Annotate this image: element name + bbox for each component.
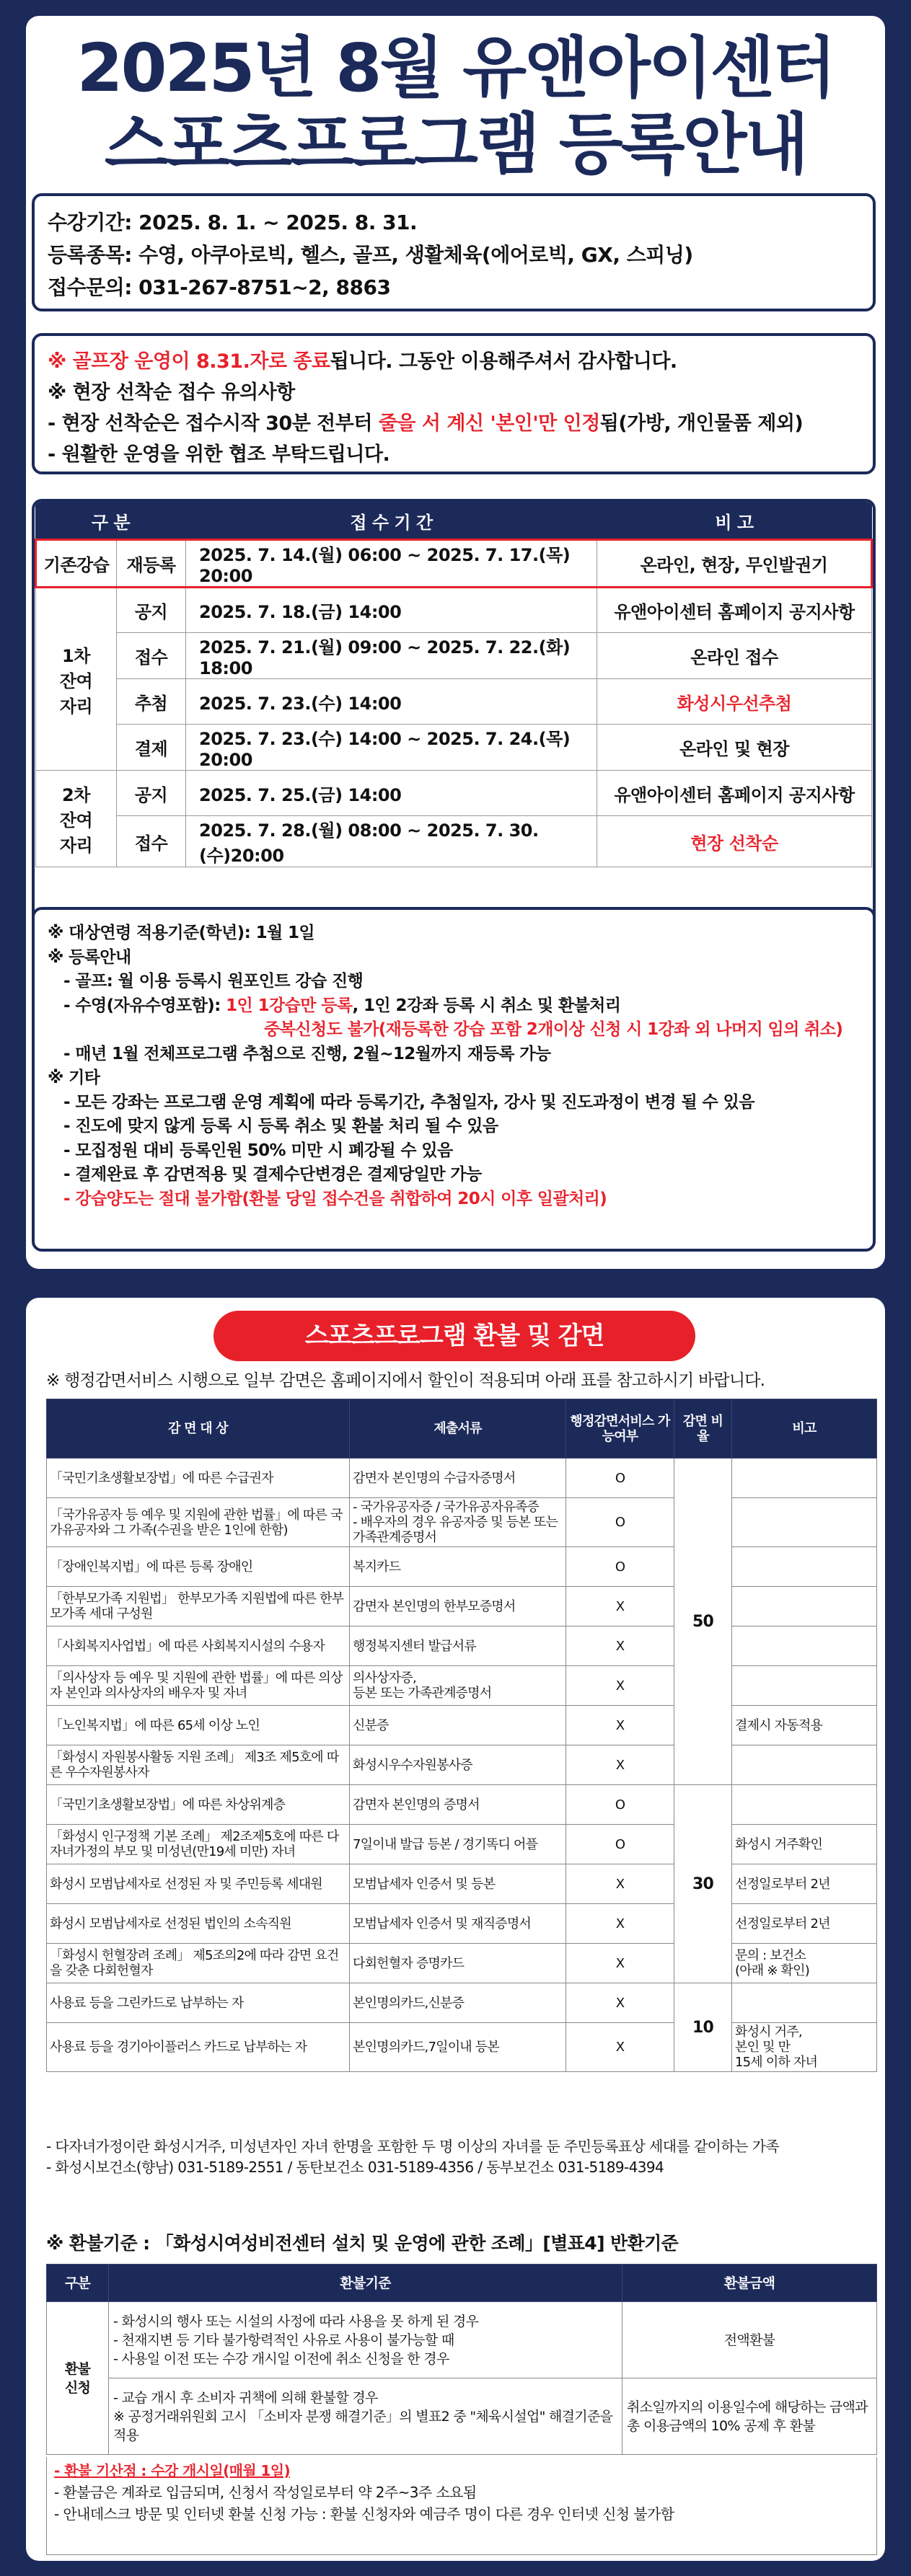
schedule-note: 유앤아이센터 홈페이지 공지사항 [597, 771, 872, 816]
table-row [47, 1498, 877, 1547]
refund-criteria-partial: - 교습 개시 후 소비자 귀책에 의해 환불할 경우 ※ 공정거래위원회 고시 「소비자 분쟁 해결기준」의 별표2 중 "체육시설업" 해결기준을 적용 [109, 2378, 622, 2455]
schedule-group-2nd [36, 771, 117, 867]
notice-box [32, 333, 876, 474]
discount-docs: 감면자 본인명의 수급자증명서 [350, 1459, 566, 1498]
discount-docs: 행정복지센터 발급서류 [350, 1626, 566, 1666]
refund-table [46, 2264, 877, 2455]
refund-criteria-full: - 화성시의 행사 또는 시설의 사정에 따라 사용을 못 하게 된 경우 - 천재지변 등 기타 불가항력적인 사유로 사용이 불가능할 때 - 사용일 이전 또는 수강 개시일 이전에 취소 신청을 한 경우 [109, 2302, 622, 2378]
table-row [47, 1706, 877, 1745]
title-line-1: 2025년 8월 유앤아이센터 [76, 30, 835, 107]
schedule-period: 2025. 7. 28.(월) 08:00 ~ 2025. 7. 30.(수)20:00 [186, 816, 597, 867]
discount-target: 「한부모가족 지원법」 한부모가족 지원법에 따른 한부모가족 세대 구성원 [47, 1587, 350, 1626]
discount-target: 화성시 모범납세자로 선정된 법인의 소속직원 [47, 1904, 350, 1944]
discount-table-box [46, 1399, 877, 2072]
rule-swim-post: , 1인 2강좌 등록 시 취소 및 환불처리 [352, 996, 621, 1015]
discount-admin: O [566, 1785, 674, 1825]
discount-note [732, 1745, 877, 1785]
notice-mark: ※ [48, 350, 73, 373]
discount-docs: 본인명의카드,7일이내 등본 [350, 2023, 566, 2072]
schedule-type: 결제 [117, 725, 186, 771]
rule-january: - 매년 1월 전체프로그램 추첨으로 진행, 2월~12월까지 재등록 가능 [63, 1044, 551, 1063]
discount-note: 선정일로부터 2년 [732, 1904, 877, 1944]
refund-section-title: 스포츠프로그램 환불 및 감면 [214, 1311, 695, 1361]
notice-cooperation: - 원활한 운영을 위한 협조 부탁드립니다. [48, 443, 390, 466]
discount-header-target: 감 면 대 상 [47, 1399, 350, 1459]
discount-note [732, 1626, 877, 1666]
schedule-group-1st [36, 588, 117, 771]
rule-duplicate: 중복신청도 불가(재등록한 강습 포함 2개이상 신청 시 1강좌 외 나머지 임의 취소) [264, 1020, 843, 1039]
table-row [47, 1666, 877, 1706]
schedule-type: 공지 [117, 771, 186, 816]
discount-admin: X [566, 1745, 674, 1785]
discount-target: 「노인복지법」에 따른 65세 이상 노인 [47, 1706, 350, 1745]
table-row [47, 1547, 877, 1587]
table-row [36, 633, 872, 679]
refund-footnotes [46, 2457, 877, 2555]
schedule-type: 재등록 [117, 540, 186, 588]
discount-note [732, 1459, 877, 1498]
rule-swim-pre: - 수영(자유수영포함): [63, 996, 226, 1015]
discount-admin: X [566, 2023, 674, 2072]
refund-table-box [46, 2264, 877, 2455]
schedule-period: 2025. 7. 18.(금) 14:00 [186, 588, 597, 633]
notice-golf [48, 346, 860, 377]
notice-queue [48, 408, 860, 439]
discount-docs: 7일이내 발급 등본 / 경기똑디 어플 [350, 1825, 566, 1864]
discount-docs: 모범납세자 인증서 및 등본 [350, 1864, 566, 1904]
table-row [47, 1983, 877, 2023]
discount-target: 「국민기초생활보장법」에 따른 차상위계층 [47, 1785, 350, 1825]
rule-payment: - 결제완료 후 감면적용 및 결제수단변경은 결제당일만 가능 [63, 1165, 482, 1184]
schedule-note: 온라인 및 현장 [597, 725, 872, 771]
table-row [47, 1785, 877, 1825]
registration-items: 등록종목: 수영, 아쿠아로빅, 헬스, 골프, 생활체육(에어로빅, GX, 스피닝) [48, 243, 693, 267]
refund-amount-partial: 취소일까지의 이용일수에 해당하는 금액과 총 이용금액의 10% 공제 후 환불 [622, 2378, 877, 2455]
discount-table [46, 1399, 877, 2072]
table-row [47, 2023, 877, 2072]
refund-amount-full: 전액환불 [622, 2302, 877, 2378]
discount-note [732, 1587, 877, 1626]
discount-admin: O [566, 1498, 674, 1547]
discount-docs: 복지카드 [350, 1547, 566, 1587]
discount-docs: - 국가유공자증 / 국가유공자유족증 - 배우자의 경우 유공자증 및 등본 또는 가족관계증명서 [350, 1498, 566, 1547]
rule-register-heading: ※ 등록안내 [48, 947, 131, 967]
schedule-type: 공지 [117, 588, 186, 633]
schedule-type: 추첨 [117, 679, 186, 725]
notice-golf-rest: 됩니다. 그동안 이용해주셔서 감사합니다. [330, 350, 677, 373]
discount-admin: X [566, 1706, 674, 1745]
discount-target: 「의사상자 등 예우 및 지원에 관한 법률」에 따른 의상자 본인과 의사상자의 배우자 및 자녀 [47, 1666, 350, 1706]
table-row [47, 1459, 877, 1498]
discount-note [732, 1498, 877, 1547]
table-row [36, 679, 872, 725]
discount-target: 「화성시 인구정책 기본 조례」 제2조제5호에 따른 다자녀가정의 부모 및 미성년(만19세 미만) 자녀 [47, 1825, 350, 1864]
course-period: 수강기간: 2025. 8. 1. ~ 2025. 8. 31. [48, 211, 418, 234]
discount-docs: 본인명의카드,신분증 [350, 1983, 566, 2023]
discount-note: 결제시 자동적용 [732, 1706, 877, 1745]
rule-change: - 모든 강좌는 프로그램 운영 계획에 따라 등록기간, 추첨일자, 강사 및 진도과정이 변경 될 수 있음 [63, 1092, 754, 1112]
schedule-note: 온라인 접수 [597, 633, 872, 679]
discount-target: 「화성시 헌혈장려 조례」 제5조의2에 따라 감면 요건을 갖춘 다회헌혈자 [47, 1944, 350, 1983]
table-row [36, 588, 872, 633]
discount-note [732, 1547, 877, 1587]
table-row [47, 1626, 877, 1666]
footnote-refund-account: - 환불금은 계좌로 입금되며, 신청서 작성일로부터 약 2주~3주 소요됨 [54, 2484, 477, 2501]
discount-rate: 30 [674, 1785, 732, 1983]
schedule-period: 2025. 7. 23.(수) 14:00 ~ 2025. 7. 24.(목) 20:00 [186, 725, 597, 771]
schedule-header-period: 접 수 기 간 [186, 503, 597, 540]
table-row [47, 1825, 877, 1864]
discount-note: 화성시 거주확인 [732, 1825, 877, 1864]
group-line: 1차 [62, 645, 90, 666]
discount-note [732, 1666, 877, 1706]
discount-admin: X [566, 1626, 674, 1666]
discount-admin: X [566, 1983, 674, 2023]
table-row [47, 1944, 877, 1983]
discount-note [732, 1983, 877, 2023]
discount-footnotes [46, 2136, 876, 2178]
discount-note: 문의 : 보건소 (아래 ※ 확인) [732, 1944, 877, 1983]
discount-note [732, 1785, 877, 1825]
rule-swim [48, 994, 860, 1019]
discount-rate: 10 [674, 1983, 732, 2072]
schedule-table [35, 502, 873, 867]
group-line: 2차 [62, 785, 90, 805]
discount-note: 선정일로부터 2년 [732, 1864, 877, 1904]
schedule-period: 2025. 7. 23.(수) 14:00 [186, 679, 597, 725]
refund-header-criteria: 환불기준 [109, 2265, 622, 2302]
schedule-table-box [32, 499, 876, 930]
discount-header-rate: 감면 비율 [674, 1399, 732, 1459]
refund-header-category: 구분 [47, 2265, 109, 2302]
table-row [47, 1864, 877, 1904]
notice-golf-red: 골프장 운영이 8.31.자로 종료 [72, 350, 330, 373]
rule-swim-red: 1인 1강습만 등록 [226, 996, 353, 1015]
table-row [36, 540, 872, 588]
schedule-group: 기존강습 [36, 540, 117, 588]
discount-admin: O [566, 1459, 674, 1498]
discount-admin: X [566, 1864, 674, 1904]
schedule-header-note: 비 고 [597, 503, 872, 540]
footnote-refund-start: - 환불 기산점 : 수강 개시일(매월 1일) [54, 2462, 291, 2479]
discount-target: 「사회복지사업법」에 따른 사회복지시설의 수용자 [47, 1626, 350, 1666]
table-row [36, 816, 872, 867]
schedule-note: 화성시우선추첨 [597, 679, 872, 725]
title-line-2: 스포츠프로그램 등록안내 [104, 106, 807, 183]
schedule-period: 2025. 7. 25.(금) 14:00 [186, 771, 597, 816]
rule-etc-heading: ※ 기타 [48, 1068, 100, 1087]
discount-target: 화성시 모범납세자로 선정된 자 및 주민등록 세대원 [47, 1864, 350, 1904]
notice-first-come: ※ 현장 선착순 접수 유의사항 [48, 381, 295, 404]
table-row [47, 2302, 877, 2378]
group-line: 잔여 [59, 810, 93, 831]
contact-number: 접수문의: 031-267-8751~2, 8863 [48, 275, 391, 299]
discount-docs: 감면자 본인명의 한부모증명서 [350, 1587, 566, 1626]
footnote-multichild: - 다자녀가정이란 화성시거주, 미성년자인 자녀 한명을 포함한 두 명 이상의 자녀를 둔 주민등록표상 세대를 같이하는 가족 [46, 2138, 780, 2155]
discount-target: 「국민기초생활보장법」에 따른 수급권자 [47, 1459, 350, 1498]
group-line: 잔여 [59, 670, 93, 691]
discount-admin: X [566, 1944, 674, 1983]
refund-group: 환불 신청 [47, 2302, 109, 2455]
group-line: 자리 [59, 696, 93, 717]
group-line: 자리 [59, 836, 93, 856]
notice-queue-pre: - 현장 선착순은 접수시작 30분 전부터 [48, 412, 379, 435]
discount-header-docs: 제출서류 [350, 1399, 566, 1459]
refund-header-amount: 환불금액 [622, 2265, 877, 2302]
rule-age: ※ 대상연령 적용기준(학년): 1월 1일 [48, 924, 315, 942]
page-title [26, 30, 885, 183]
discount-admin: X [566, 1666, 674, 1706]
table-row [47, 1745, 877, 1785]
schedule-type: 접수 [117, 816, 186, 867]
discount-admin: X [566, 1587, 674, 1626]
schedule-type: 접수 [117, 633, 186, 679]
table-row [36, 725, 872, 771]
table-row [47, 1904, 877, 1944]
discount-target: 「화성시 자원봉사활동 지원 조례」 제3조 제5호에 따른 우수자원봉사자 [47, 1745, 350, 1785]
schedule-note: 현장 선착순 [597, 816, 872, 867]
discount-rate: 50 [674, 1459, 732, 1785]
footnote-health-centers: - 화성시보건소(향남) 031-5189-2551 / 동탄보건소 031-5189-4356 / 동부보건소 031-5189-4394 [46, 2159, 664, 2176]
table-row [47, 1587, 877, 1626]
rule-closure: - 모집정원 대비 등록인원 50% 미만 시 폐강될 수 있음 [63, 1141, 453, 1160]
rule-golf: - 골프: 월 이용 등록시 원포인트 강습 진행 [63, 972, 364, 991]
schedule-header-category: 구 분 [36, 503, 186, 540]
discount-header-admin: 행정감면서비스 가능여부 [566, 1399, 674, 1459]
schedule-period: 2025. 7. 14.(월) 06:00 ~ 2025. 7. 17.(목) 20:00 [186, 540, 597, 588]
notice-queue-post: 됨(가방, 개인물품 제외) [599, 412, 804, 435]
info-box [32, 193, 876, 311]
discount-header-note: 비고 [732, 1399, 877, 1459]
discount-admin: O [566, 1547, 674, 1587]
refund-criteria-title: ※ 환불기준 : 「화성시여성비전센터 설치 및 운영에 관한 조례」[별표4] 반환기준 [46, 2233, 679, 2254]
discount-target: 「장애인복지법」에 따른 등록 장애인 [47, 1547, 350, 1587]
rule-transfer: - 강습양도는 절대 불가함(환불 당일 접수건을 취합하여 20시 이후 일괄처리) [63, 1189, 607, 1208]
refund-subtitle: ※ 행정감면서비스 시행으로 일부 감면은 홈페이지에서 할인이 적용되며 아래 표를 참고하시기 바랍니다. [46, 1371, 765, 1390]
discount-docs: 신분증 [350, 1706, 566, 1745]
table-row [36, 771, 872, 816]
discount-docs: 감면자 본인명의 증명서 [350, 1785, 566, 1825]
rule-progress: - 진도에 맞지 않게 등록 시 등록 취소 및 환불 처리 될 수 있음 [63, 1117, 498, 1136]
schedule-period: 2025. 7. 21.(월) 09:00 ~ 2025. 7. 22.(화) 18:00 [186, 633, 597, 679]
footnote-refund-channel: - 안내데스크 방문 및 인터넷 환불 신청 가능 : 환불 신청자와 예금주 명이 다른 경우 인터넷 신청 불가함 [54, 2505, 674, 2523]
discount-docs: 화성시우수자원봉사증 [350, 1745, 566, 1785]
discount-note: 화성시 거주, 본인 및 만 15세 이하 자녀 [732, 2023, 877, 2072]
discount-target: 사용료 등을 경기아이플러스 카드로 납부하는 자 [47, 2023, 350, 2072]
discount-docs: 의사상자증, 등본 또는 가족관계증명서 [350, 1666, 566, 1706]
discount-target: 「국가유공자 등 예우 및 지원에 관한 법률」에 따른 국가유공자와 그 가족(수권을 받은 1인에 한함) [47, 1498, 350, 1547]
discount-admin: O [566, 1825, 674, 1864]
discount-target: 사용료 등을 그린카드로 납부하는 자 [47, 1983, 350, 2023]
rules-box [32, 907, 876, 1252]
discount-docs: 다회헌혈자 증명카드 [350, 1944, 566, 1983]
schedule-note: 온라인, 현장, 무인발권기 [597, 540, 872, 588]
discount-admin: X [566, 1904, 674, 1944]
discount-docs: 모범납세자 인증서 및 재직증명서 [350, 1904, 566, 1944]
schedule-note: 유앤아이센터 홈페이지 공지사항 [597, 588, 872, 633]
table-row [47, 2378, 877, 2455]
notice-queue-red: 줄을 서 계신 '본인'만 인정 [378, 412, 600, 435]
